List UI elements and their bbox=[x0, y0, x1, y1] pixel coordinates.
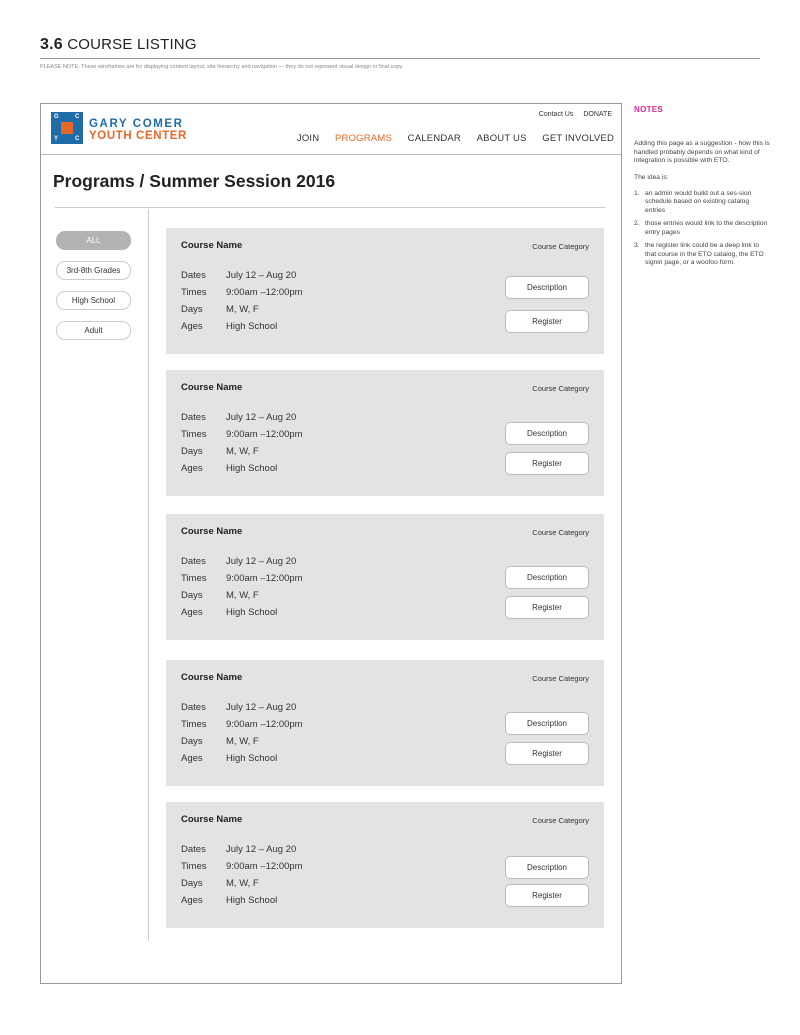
sidebar-divider bbox=[148, 209, 149, 941]
times-value: 9:00am –12:00pm bbox=[226, 287, 303, 298]
nav-item-programs[interactable]: PROGRAMS bbox=[334, 133, 392, 144]
times-value: 9:00am –12:00pm bbox=[226, 573, 303, 584]
course-category: Course Category bbox=[532, 528, 589, 537]
course-details bbox=[181, 702, 303, 770]
description-button[interactable]: Description bbox=[505, 712, 589, 735]
dates-value: July 12 – Aug 20 bbox=[226, 844, 297, 855]
logo-mark-letter: C bbox=[75, 136, 80, 142]
days-label: Days bbox=[181, 304, 203, 315]
notes-item-text: those entries would link to the description entry pages bbox=[645, 220, 768, 236]
nav-item-calendar[interactable]: CALENDAR bbox=[407, 133, 461, 144]
logo-mark-core bbox=[61, 122, 73, 134]
dates-value: July 12 – Aug 20 bbox=[226, 556, 297, 567]
dates-label: Dates bbox=[181, 556, 206, 567]
course-card bbox=[166, 228, 604, 354]
register-button[interactable]: Register bbox=[505, 310, 589, 333]
days-value: M, W, F bbox=[226, 590, 259, 601]
course-name: Course Name bbox=[181, 382, 243, 393]
ages-value: High School bbox=[226, 895, 278, 906]
dates-value: July 12 – Aug 20 bbox=[226, 702, 297, 713]
notes-item: 3. the register link could be a deep link to that course in the ETO catalog, the ETO signin page, or a woofoo form. bbox=[634, 242, 764, 266]
notes-intro: Adding this page as a suggestion - how this is handled probably depends on what kind of integration is possible with ETO. bbox=[634, 140, 770, 164]
notes-idea-heading: The idea is: bbox=[634, 173, 669, 181]
ages-value: High School bbox=[226, 321, 278, 332]
filter-3rd-8th-grades[interactable]: 3rd-8th Grades bbox=[56, 261, 131, 280]
days-label: Days bbox=[181, 736, 203, 747]
course-details bbox=[181, 556, 303, 624]
times-label: Times bbox=[181, 861, 207, 872]
ages-label: Ages bbox=[181, 753, 203, 764]
logo-mark-letter: C bbox=[75, 114, 80, 120]
dates-label: Dates bbox=[181, 412, 206, 423]
sheet-title bbox=[40, 36, 760, 58]
register-button[interactable]: Register bbox=[505, 884, 589, 907]
dates-label: Dates bbox=[181, 270, 206, 281]
notes-item-text: an admin would build out a ses-sion schedule based on existing catalog entries bbox=[645, 189, 752, 214]
times-label: Times bbox=[181, 429, 207, 440]
description-button[interactable]: Description bbox=[505, 276, 589, 299]
course-card bbox=[166, 660, 604, 786]
nav-item-join[interactable]: JOIN bbox=[296, 133, 320, 144]
logo-text-line1: GARY COMER bbox=[89, 118, 184, 130]
filter-high-school[interactable]: High School bbox=[56, 291, 131, 310]
notes-panel bbox=[634, 105, 770, 273]
course-list bbox=[166, 228, 604, 928]
notes-title: NOTES bbox=[634, 105, 664, 114]
times-label: Times bbox=[181, 573, 207, 584]
course-name: Course Name bbox=[181, 672, 243, 683]
nav-item-get-involved[interactable]: GET INVOLVED bbox=[542, 133, 614, 144]
ages-label: Ages bbox=[181, 895, 203, 906]
sheet-disclaimer: PLEASE NOTE: These wireframes are for displaying content layout, site hierarchy and navigation — they do not represent visual design or final copy. bbox=[40, 64, 404, 70]
times-label: Times bbox=[181, 287, 207, 298]
course-category: Course Category bbox=[532, 816, 589, 825]
register-button[interactable]: Register bbox=[505, 596, 589, 619]
contact-us-link[interactable]: Contact Us bbox=[538, 111, 574, 118]
course-details bbox=[181, 270, 303, 338]
logo-mark-letter: G bbox=[54, 114, 59, 120]
days-value: M, W, F bbox=[226, 304, 259, 315]
filter-all[interactable]: ALL bbox=[56, 231, 131, 250]
course-card bbox=[166, 514, 604, 640]
description-button[interactable]: Description bbox=[505, 856, 589, 879]
sheet-divider bbox=[40, 58, 760, 59]
header-divider bbox=[41, 154, 621, 155]
times-value: 9:00am –12:00pm bbox=[226, 429, 303, 440]
sheet-header bbox=[40, 36, 760, 70]
logo-mark-icon bbox=[51, 112, 83, 144]
days-label: Days bbox=[181, 590, 203, 601]
description-button[interactable]: Description bbox=[505, 566, 589, 589]
ages-value: High School bbox=[226, 753, 278, 764]
ages-value: High School bbox=[226, 607, 278, 618]
days-value: M, W, F bbox=[226, 736, 259, 747]
logo-text-line2: YOUTH CENTER bbox=[89, 130, 187, 142]
days-value: M, W, F bbox=[226, 446, 259, 457]
course-name: Course Name bbox=[181, 240, 243, 251]
site-logo[interactable] bbox=[51, 112, 186, 148]
course-category: Course Category bbox=[532, 674, 589, 683]
dates-label: Dates bbox=[181, 702, 206, 713]
filter-adult[interactable]: Adult bbox=[56, 321, 131, 340]
days-value: M, W, F bbox=[226, 878, 259, 889]
course-name: Course Name bbox=[181, 814, 243, 825]
register-button[interactable]: Register bbox=[505, 452, 589, 475]
course-category: Course Category bbox=[532, 242, 589, 251]
sheet-number: 3.6 bbox=[40, 36, 63, 53]
course-card bbox=[166, 370, 604, 496]
dates-value: July 12 – Aug 20 bbox=[226, 412, 297, 423]
notes-item-text: the register link could be a deep link to that course in the ETO catalog, the ETO signin page, or a woofoo form. bbox=[645, 242, 764, 266]
notes-item: 2. those entries would link to the description entry pages bbox=[634, 220, 768, 236]
ages-label: Ages bbox=[181, 607, 203, 618]
description-button[interactable]: Description bbox=[505, 422, 589, 445]
course-details bbox=[181, 412, 303, 480]
days-label: Days bbox=[181, 878, 203, 889]
course-name: Course Name bbox=[181, 526, 243, 537]
nav-item-about-us[interactable]: ABOUT US bbox=[476, 133, 527, 144]
main-nav bbox=[284, 133, 614, 144]
notes-list bbox=[634, 190, 770, 268]
course-card bbox=[166, 802, 604, 928]
course-category: Course Category bbox=[532, 384, 589, 393]
ages-label: Ages bbox=[181, 321, 203, 332]
page-title: Programs / Summer Session 2016 bbox=[53, 171, 336, 191]
times-label: Times bbox=[181, 719, 207, 730]
ages-value: High School bbox=[226, 463, 278, 474]
logo-mark-letter: Y bbox=[54, 136, 59, 142]
ages-label: Ages bbox=[181, 463, 203, 474]
utility-nav bbox=[531, 111, 612, 118]
dates-value: July 12 – Aug 20 bbox=[226, 270, 297, 281]
notes-item: 1. an admin would build out a ses-sion schedule based on existing catalog entries bbox=[634, 189, 752, 214]
sheet-title-text: COURSE LISTING bbox=[67, 36, 197, 53]
register-button[interactable]: Register bbox=[505, 742, 589, 765]
filter-sidebar bbox=[56, 231, 131, 351]
times-value: 9:00am –12:00pm bbox=[226, 861, 303, 872]
donate-link[interactable]: DONATE bbox=[583, 111, 612, 118]
times-value: 9:00am –12:00pm bbox=[226, 719, 303, 730]
dates-label: Dates bbox=[181, 844, 206, 855]
course-details bbox=[181, 844, 303, 912]
wireframe-page bbox=[40, 103, 622, 984]
title-divider bbox=[55, 207, 605, 208]
days-label: Days bbox=[181, 446, 203, 457]
